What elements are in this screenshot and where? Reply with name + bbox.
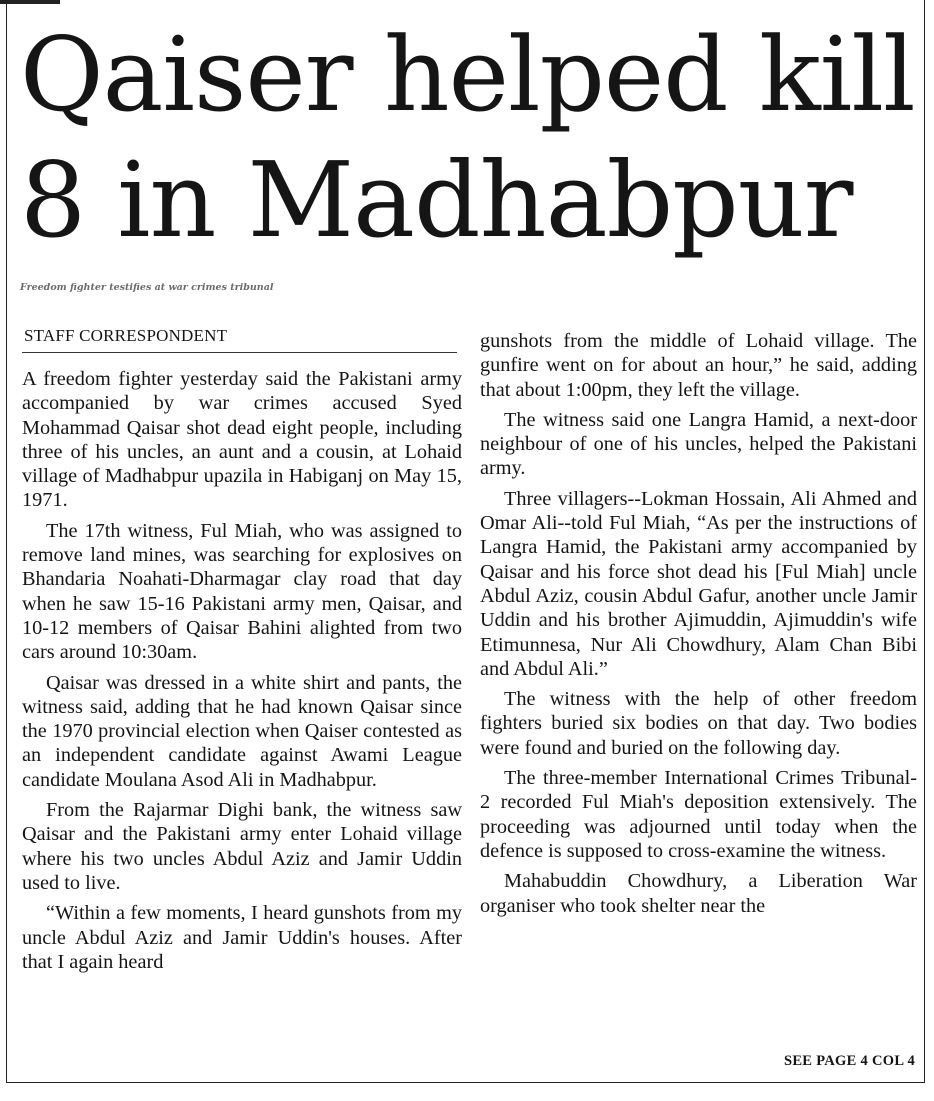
continued-on-page-link[interactable]: SEE PAGE 4 COL 4	[783, 1053, 915, 1069]
subheadline: Freedom fighter testifies at war crimes tribunal	[20, 282, 274, 293]
article-column-left	[22, 367, 462, 980]
bottom-border	[6, 1082, 925, 1083]
paragraph: gunshots from the middle of Lohaid village. The gunfire went on for about an hour,” he said, adding that about 1:00pm, they left the village.	[480, 330, 917, 401]
paragraph: A freedom fighter yesterday said the Pakistani army accompanied by war crimes accused Syed Mohammad Qaisar shot dead eight people, including three of his uncles, an aunt and a cousin, at Lohaid village of Madhabpur upazila in Habiganj on May 15, 1971.	[22, 368, 462, 512]
paragraph: The witness said one Langra Hamid, a next-door neighbour of one of his uncles, helped the Pakistani army.	[480, 408, 917, 480]
paragraph: Mahabuddin Chowdhury, a Liberation War organiser who took shelter near the	[480, 870, 917, 917]
byline-divider	[22, 352, 457, 353]
paragraph: The witness with the help of other freedom fighters buried six bodies on that day. Two bodies were found and buried on the following day.	[480, 688, 917, 759]
headline-line-1: Qaiser helped kill	[20, 16, 915, 135]
paragraph: Three villagers--Lokman Hossain, Ali Ahmed and Omar Ali--told Ful Miah, “As per the instructions of Langra Hamid, the Pakistani army accompanied by Qaisar and his force shot dead his [Ful Miah] uncle Abdul Aziz, cousin Abdul Gafur, another uncle Jamir Uddin and his brother Ajimuddin, Ajimuddin's wife Etimunnesa, Nur Ali Chowdhury, Alam Chan Bibi and Abdul Ali.”	[480, 487, 917, 680]
byline: STAFF CORRESPONDENT	[24, 326, 228, 345]
headline-line-2: 8 in Madhabpur	[20, 139, 853, 261]
top-edge-mark	[0, 0, 60, 4]
right-border	[924, 0, 925, 1082]
paragraph: From the Rajarmar Dighi bank, the witness saw Qaisar and the Pakistani army enter Lohaid village where his two uncles Abdul Aziz and Jamir Uddin used to live.	[22, 799, 462, 894]
headline	[20, 14, 920, 262]
left-border	[6, 0, 7, 1082]
paragraph: The 17th witness, Ful Miah, who was assigned to remove land mines, was searching for explosives on Bhandaria Noahati-Dharmagar clay road that day when he saw 15-16 Pakistani army men, Qaisar, and 10-12 members of Qaisar Bahini alighted from two cars around 10:30am.	[22, 519, 462, 664]
paragraph: Qaisar was dressed in a white shirt and pants, the witness said, adding that he had known Qaisar since the 1970 provincial election when Qaiser contested as an independent candidate against Awami League candidate Moulana Asod Ali in Madhabpur.	[22, 671, 462, 791]
article-column-right	[480, 329, 917, 924]
paragraph: “Within a few moments, I heard gunshots from my uncle Abdul Aziz and Jamir Uddin's houses. After that I again heard	[22, 902, 462, 973]
paragraph: The three-member International Crimes Tribunal-2 recorded Ful Miah's deposition extensively. The proceeding was adjourned until today when the defence is supposed to cross-examine the witness.	[480, 767, 917, 862]
